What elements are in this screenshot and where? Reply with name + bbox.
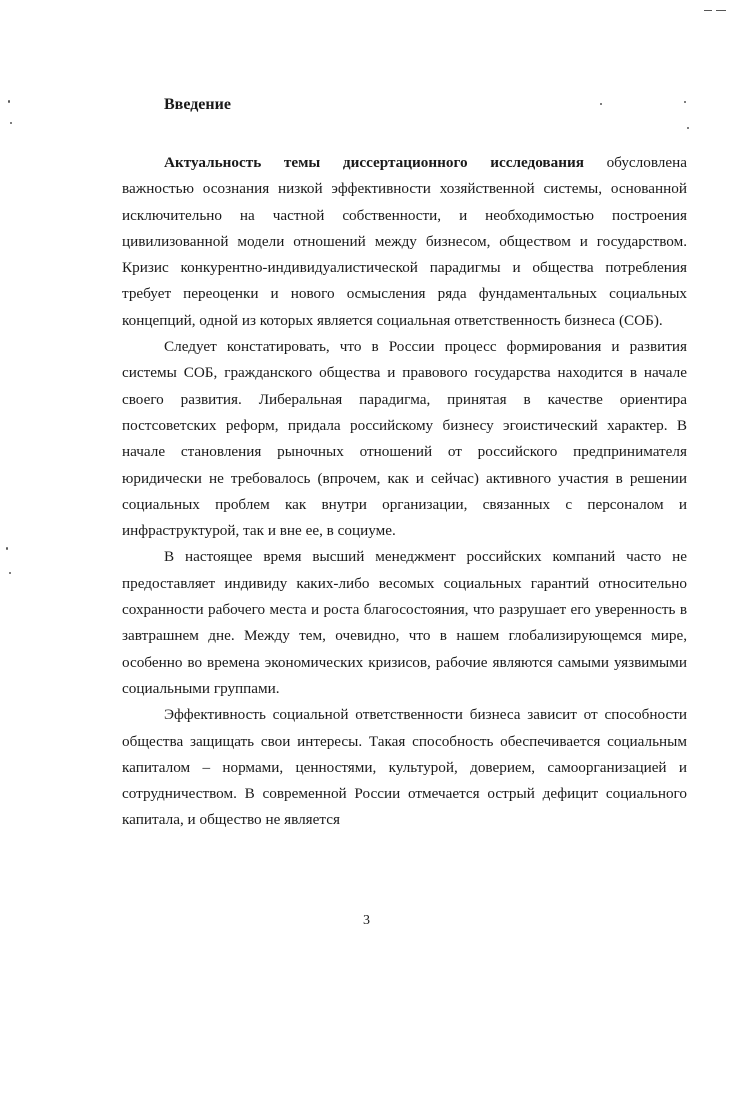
scan-speck [10,122,12,124]
scan-speck [704,10,712,11]
page-number: 3 [363,913,370,928]
paragraph-russia-process [122,334,687,544]
body-text [122,150,687,834]
scan-speck [8,100,10,103]
paragraph-text: Следует констатировать, что в России процесс формирования и развития системы СОБ, гражданского общества и правового государства находится в начале своего развития. Либеральная парадигма, принятая в качестве ориентира постсоветских реформ, придала российскому бизнесу эгоистический характер. В начале становления рыночных отношений от российского предпринимателя юридически не требовалось (впрочем, как и сейчас) активного участия в решении социальных проблем как внутри организации, связанных с персоналом и инфраструктурой, так и вне ее, в социуме. [122,338,687,540]
scan-speck [687,127,689,129]
scan-speck [600,103,602,105]
paragraph-text: Эффективность социальной ответственности бизнеса зависит от способности общества защищать свои интересы. Такая способность обеспечивается социальным капиталом – нормами, ценностями, культурой, доверием, самоорганизацией и сотрудничеством. В современной России отмечается острый дефицит социального капитала, и общество не является [122,706,687,829]
scan-speck [9,572,11,574]
scan-speck [716,10,726,11]
paragraph-efficiency [122,702,687,833]
paragraph-management [122,544,687,702]
paragraph-text: В настоящее время высший менеджмент российских компаний часто не предоставляет индивиду каких-либо весомых социальных гарантий относительно сохранности рабочего места и роста благосостояния, что разрушает его уверенность в завтрашнем дне. Между тем, очевидно, что в нашем глобализирующемся мире, особенно во времена экономических кризисов, рабочие являются самыми уязвимыми социальными группами. [122,548,687,697]
section-heading: Введение [164,96,231,113]
scan-speck [6,547,8,550]
paragraph-relevance [122,150,687,334]
paragraph-lead-bold: Актуальность темы диссертационного исследования [164,154,584,171]
paragraph-text: обусловлена важностью осознания низкой эффективности хозяйственной системы, основанной исключительно на частной собственности, и необходимостью построения цивилизованной модели отношений между бизнесом, обществом и государством. Кризис конкурентно-индивидуалистической парадигмы и общества потребления требует переоценки и нового осмысления ряда фундаментальных социальных концепций, одной из которых является социальная ответственность бизнеса (СОБ). [122,154,687,329]
scan-speck [684,101,686,103]
